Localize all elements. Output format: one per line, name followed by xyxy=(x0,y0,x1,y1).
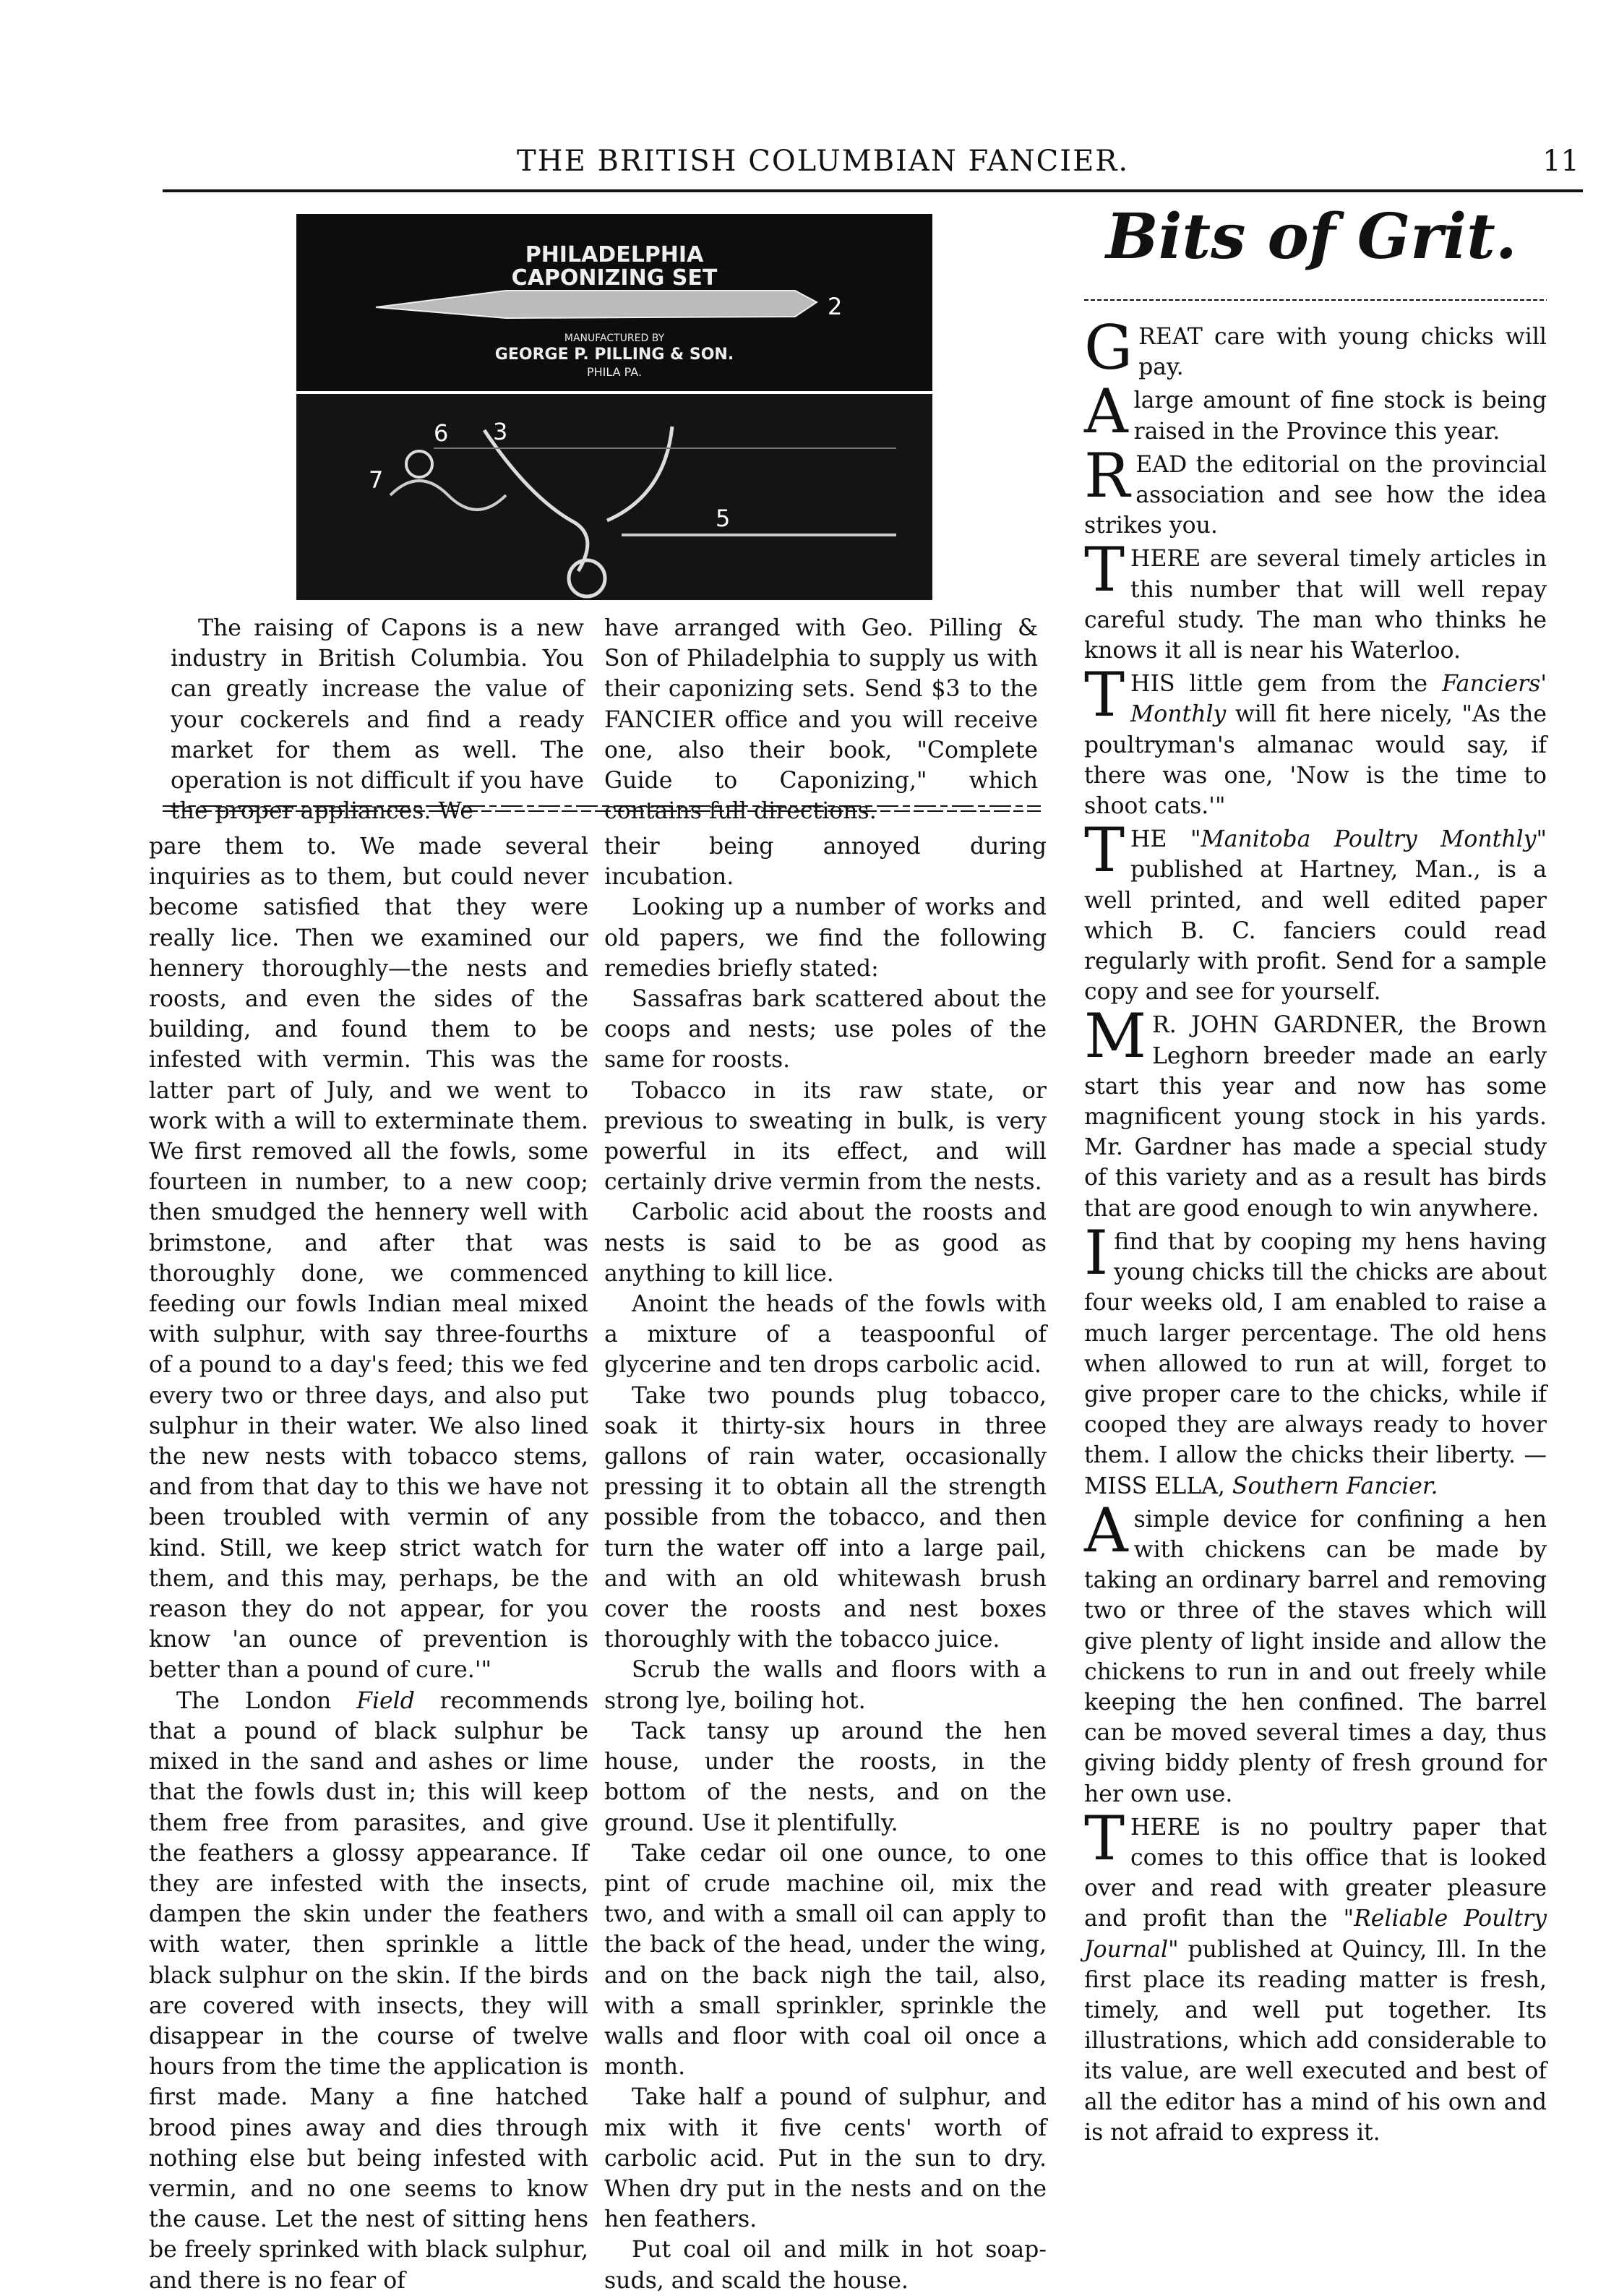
lid-line2: CAPONIZING SET xyxy=(511,265,718,291)
tool-number-6: 6 xyxy=(434,419,449,447)
tool-number-2: 2 xyxy=(828,293,843,320)
grit-item-text: HE " xyxy=(1130,826,1201,853)
dropcap: A xyxy=(1084,1494,1128,1566)
grit-item-signature-source: Southern Fancier. xyxy=(1232,1473,1438,1499)
grit-item-text: HIS little gem from the xyxy=(1130,671,1442,698)
grit-item-9 xyxy=(1084,1494,1547,1809)
col2-paragraph-6: Anoint the heads of the fowls with a mixture of a teaspoonful of glycerine and ten drops carbolic acid. xyxy=(604,1291,1047,1379)
grit-item-4 xyxy=(1084,534,1547,666)
grit-item-8 xyxy=(1084,1217,1547,1502)
grit-item-text: simple device for confining a hen with chickens can be made by taking an ordinary barrel and removing two or three of the staves which will give plenty of light inside and allow the chickens to run in and out freely while keeping the hen confined. The barrel can be moved several times a day, thus giving biddy plenty of fresh ground for her own use. xyxy=(1084,1506,1547,1807)
maker-line1: MANUFACTURED BY xyxy=(564,333,665,344)
col2-paragraph-4: Tobacco in its raw state, or previous to sweating in bulk, is very powerful in its effect, and will certainly drive vermin from the nests. xyxy=(604,1077,1047,1196)
col2-paragraph-10: Take cedar oil one ounce, to one pint of crude machine oil, mix the two, and with a small oil can apply to the back of the head, under the wing, and on the back nigh the tail, also, with a small sprinkler, sprinkle the walls and floor with coal oil once a month. xyxy=(604,1840,1047,2081)
grit-item-signature: —MISS ELLA, xyxy=(1084,1442,1547,1499)
grit-item-1 xyxy=(1084,312,1547,383)
running-title: THE BRITISH COLUMBIAN FANCIER. xyxy=(517,145,1130,178)
caption-left xyxy=(171,613,584,826)
caption-right-text: have arranged with Geo. Pilling & Son of Philadelphia to supply us with their caponizing sets. Send $3 to the FANCIER office and you will receive one, also their book, "Complete Guide to Caponizing," which contains full directions. xyxy=(604,615,1038,825)
caption-left-text: The raising of Capons is a new industry in British Columbia. You can greatly increase the value of your cockerels and find a ready market for them as well. The operation is not difficult if you have the proper appliances. We xyxy=(171,615,584,825)
page-number: 11 xyxy=(1542,145,1579,178)
caption-right xyxy=(604,613,1038,826)
grit-item-6 xyxy=(1084,815,1547,1007)
col2-paragraph-9: Tack tansy up around the hen house, under the roosts, in the bottom of the nests, and on the ground. Use it plentifully. xyxy=(604,1718,1047,1836)
bits-of-grit-heading: Bits of Grit. xyxy=(1106,200,1517,273)
grit-item-2 xyxy=(1084,376,1547,447)
col2-paragraph-7: Take two pounds plug tobacco, soak it thirty-six hours in three gallons of rain water, occasionally pressing it to obtain all the strength possible from the tobacco, and then turn the water off into a large pail, and with an old whitewash brush cover the roosts and nest boxes thoroughly with the tobacco juice. xyxy=(604,1382,1047,1653)
dropcap: T xyxy=(1084,534,1125,606)
col2-paragraph-3: Sassafras bark scattered about the coops and nests; use poles of the same for roosts. xyxy=(604,986,1047,1074)
grit-item-italic: Fanciers' Monthly xyxy=(1130,671,1547,728)
section-divider-rule xyxy=(163,804,1041,814)
grit-item-text: large amount of fine stock is being raised in the Province this year. xyxy=(1133,387,1547,445)
col1-paragraph-2 xyxy=(149,1686,588,2296)
col2-paragraph-11: Take half a pound of sulphur, and mix with it five cents' worth of carbolic acid. Put in the sun to dry. When dry put in the nests and on the hen feathers. xyxy=(604,2084,1047,2233)
dropcap: T xyxy=(1084,815,1125,886)
dropcap: R xyxy=(1084,440,1130,511)
grit-item-text: HERE are several timely articles in this number that will well repay careful study. The man who thinks he knows it all is near his Waterloo. xyxy=(1084,546,1547,664)
dropcap: M xyxy=(1084,1001,1147,1072)
grit-item-10 xyxy=(1084,1802,1547,2148)
grit-item-text: R. JOHN GARDNER, the Brown Leghorn breeder made an early start this year and now has some magnificent young stock in his yards. Mr. Gardner has made a special study of this variety and as a result has birds that are good enough to win anywhere. xyxy=(1084,1012,1547,1222)
col2-paragraph-8: Scrub the walls and floors with a strong lye, boiling hot. xyxy=(604,1657,1047,1714)
col1-p2-c: recommends that a pound of black sulphur be mixed in the sand and ashes or lime that the fowls dust in; this will keep them free from parasites, and give the feathers a glossy appearance. If they are infested with the insects, dampen the skin under the feathers with water, then sprinkle a little black sulphur on the skin. If the birds are covered with insects, they will disappear in the course of twelve hours from the time the application is first made. Many a fine hatched brood pines away and dies through nothing else but being infested with vermin, and no one seems to know the cause. Let the nest of sitting hens be freely sprinked with black sulphur, and there is no fear of xyxy=(149,1687,588,2294)
grit-item-text: EAD the editorial on the provincial association and see how the idea strikes you. xyxy=(1084,451,1547,539)
tool-number-3: 3 xyxy=(493,418,508,445)
article-column-2 xyxy=(604,831,1047,2296)
maker-line2: GEORGE P. PILLING & SON. xyxy=(494,346,734,364)
col2-paragraph-1: their being annoyed during incubation. xyxy=(604,834,1047,891)
grit-item-italic: Reliable Poultry Journal xyxy=(1084,1906,1547,1963)
col2-paragraph-5: Carbolic acid about the roosts and nests is said to be as good as anything to kill lice. xyxy=(604,1199,1047,1287)
lid-line1: PHILADELPHIA xyxy=(525,242,704,267)
bits-of-grit-column xyxy=(1084,312,1547,2151)
page-header xyxy=(163,145,1579,188)
dropcap: T xyxy=(1084,659,1125,731)
grit-item-3 xyxy=(1084,440,1547,541)
dropcap: G xyxy=(1084,312,1133,383)
caponizing-set-illustration xyxy=(289,210,940,604)
col2-paragraph-12: Put coal oil and milk in hot soap-suds, and scald the house. xyxy=(604,2237,1047,2294)
maker-line3: PHILA PA. xyxy=(586,365,643,379)
grit-item-text: find that by cooping my hens having young chicks till the chicks are about four weeks old, I am enabled to raise a much larger percentage. The old hens when allowed to run at will, forget to give proper care to the chicks, while if cooped they are always ready to hover them. I allow the chicks their liberty. xyxy=(1084,1228,1547,1469)
case-tray xyxy=(296,394,932,600)
grit-item-italic: Manitoba Poultry Monthly xyxy=(1201,826,1537,853)
header-rule xyxy=(163,189,1583,192)
tool-number-5: 5 xyxy=(716,505,731,532)
grit-item-text: will fit here nicely, "As the poultryman's almanac would say, if there was one, 'Now is the time to shoot cats.'" xyxy=(1084,701,1547,820)
caponizing-case-drawing xyxy=(289,210,940,604)
dropcap: T xyxy=(1084,1802,1125,1874)
col1-p2-field: Field xyxy=(356,1687,415,1714)
col1-p2-a: The London xyxy=(176,1687,357,1714)
grit-item-7 xyxy=(1084,1001,1547,1223)
grit-rule xyxy=(1084,296,1547,304)
grit-item-text: HERE is no poultry paper that comes to this office that is looked over and read with greater pleasure and profit than the " xyxy=(1084,1814,1547,1932)
grit-item-text: " published at Hartney, Man., is a well printed, and well edited paper which B. C. fanciers could read regularly with profit. Send for a sample copy and see for yourself. xyxy=(1084,826,1547,1006)
grit-item-5 xyxy=(1084,659,1547,821)
col1-paragraph-1: pare them to. We made several inquiries as to them, but could never become satisfied that they were really lice. Then we examined our hennery thoroughly—the nests and roosts, and even the sides of the building, and found them to be infested with vermin. This was the latter part of July, and we went to work with a will to exterminate them. We first removed all the fowls, some fourteen in number, to a new coop; then smudged the hennery well with brimstone, and after that was thoroughly done, we commenced feeding our fowls Indian meal mixed with sulphur, with say three-fourths of a pound to a day's feed; this we fed every two or three days, and also put sulphur in their water. We also lined the new nests with tobacco stems, and from that day to this we have not been troubled with vermin of any kind. Still, we keep strict watch for them, and this may, perhaps, be the reason they do not appear, for you know 'an ounce of prevention is better than a pound of cure.'" xyxy=(149,834,588,1684)
grit-item-text: REAT care with young chicks will pay. xyxy=(1138,324,1547,381)
col2-paragraph-2: Looking up a number of works and old papers, we find the following remedies briefly stated: xyxy=(604,894,1047,982)
bits-of-grit-title xyxy=(1106,201,1568,280)
dropcap: I xyxy=(1084,1217,1109,1288)
tool-number-7: 7 xyxy=(369,466,384,494)
dropcap: A xyxy=(1084,376,1128,447)
article-column-1 xyxy=(149,831,588,2296)
grit-item-text: " published at Quincy, Ill. In the first place its reading matter is fresh, timely, and well put together. Its illustrations, which add considerable to its value, are well executed and best of all the editor has a mind of his own and is not afraid to express it. xyxy=(1084,1936,1547,2146)
